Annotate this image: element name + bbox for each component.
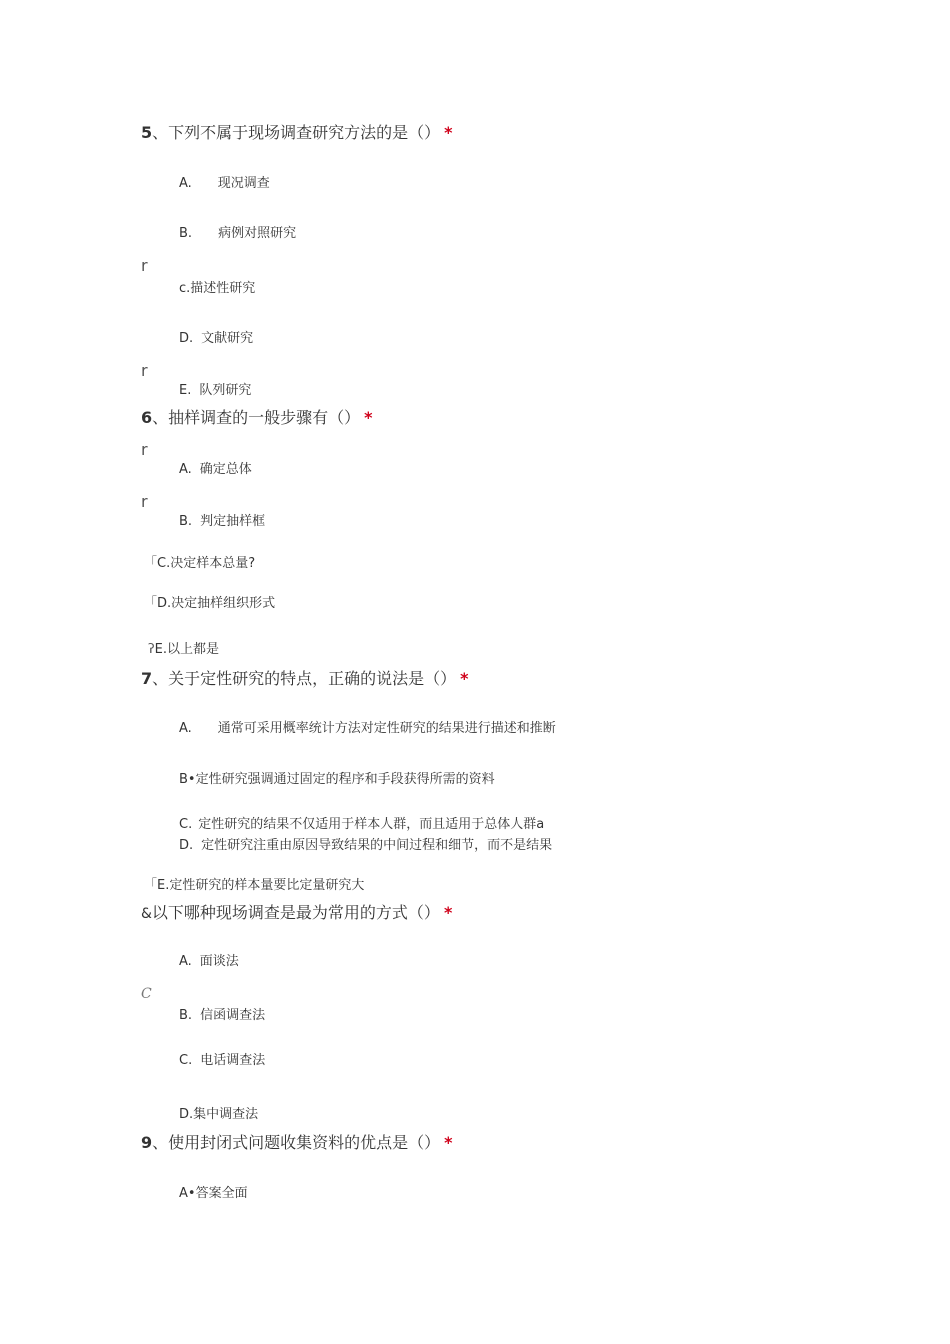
option-8c[interactable] — [179, 1049, 265, 1068]
question-number: 5 — [141, 123, 153, 142]
required-marker: * — [443, 903, 453, 922]
question-6-title — [141, 405, 373, 428]
option-letter: A• — [179, 1186, 196, 1201]
option-letter: A. — [179, 176, 192, 191]
option-text: 答案全面 — [195, 1186, 248, 1201]
option-letter: B. — [179, 226, 193, 241]
option-6d[interactable] — [144, 592, 275, 611]
question-text: 、下列不属于现场调查研究方法的是（） — [152, 123, 441, 142]
option-5b[interactable] — [179, 222, 296, 241]
option-letter: E. — [179, 383, 192, 398]
question-text: 、关于定性研究的特点，正确的说法是（） — [152, 669, 457, 688]
option-text: 判定抽样框 — [200, 514, 266, 529]
option-letter: C. — [179, 817, 193, 832]
question-number: 6 — [141, 408, 153, 427]
required-marker: * — [444, 1133, 453, 1152]
option-text: 以上都是 — [167, 642, 220, 657]
option-text: 定性研究注重由原因导致结果的中间过程和细节，而不是结果 — [201, 838, 553, 853]
option-7a[interactable] — [179, 717, 556, 736]
option-text: 定性研究强调通过固定的程序和手段获得所需的资料 — [195, 772, 495, 787]
question-7-title — [141, 666, 469, 689]
option-letter: E. — [154, 642, 167, 657]
option-5c[interactable] — [179, 277, 255, 296]
question-number: 9 — [141, 1133, 153, 1152]
question-number: 7 — [141, 669, 153, 688]
option-letter: E. — [157, 878, 170, 893]
option-letter: C. — [157, 556, 171, 571]
option-letter: c. — [179, 281, 191, 296]
option-text: 集中调查法 — [193, 1107, 259, 1122]
option-text: 描述性研究 — [190, 281, 256, 296]
option-text: 现况调查 — [217, 176, 270, 191]
required-marker: * — [364, 408, 373, 427]
option-letter: B. — [179, 514, 193, 529]
option-6c[interactable] — [144, 552, 255, 571]
option-text: 队列研究 — [199, 383, 252, 398]
option-letter: D. — [179, 1107, 194, 1122]
option-text: 文献研究 — [201, 331, 254, 346]
option-5d[interactable] — [179, 327, 253, 346]
radio-mark[interactable]: r — [141, 440, 148, 459]
option-5e[interactable] — [179, 379, 251, 398]
radio-mark[interactable]: ʔ — [148, 642, 155, 657]
question-text: 、抽样调查的一般步骤有（） — [152, 408, 361, 427]
radio-mark[interactable]: C — [141, 986, 152, 1002]
option-text: 定性研究的结果不仅适用于样本人群，而且适用于总体人群a — [198, 817, 545, 832]
option-text: 信函调查法 — [200, 1008, 266, 1023]
option-letter: D. — [157, 596, 172, 611]
option-letter: A. — [179, 954, 192, 969]
question-number: & — [141, 906, 152, 922]
required-marker: * — [444, 123, 453, 142]
option-letter: A. — [179, 721, 192, 736]
question-8-title — [141, 900, 452, 923]
option-8a[interactable] — [179, 950, 239, 969]
option-text: 确定总体 — [199, 462, 252, 477]
option-7b[interactable] — [179, 768, 495, 787]
radio-mark[interactable]: 「 — [144, 556, 158, 571]
option-text: 决定抽样组织形式 — [171, 596, 276, 611]
option-7d[interactable] — [179, 834, 552, 853]
option-text: 电话调查法 — [200, 1053, 266, 1068]
option-text: 定性研究的样本量要比定量研究大 — [169, 878, 365, 893]
option-6e[interactable] — [148, 638, 219, 657]
option-8b[interactable] — [179, 1004, 265, 1023]
option-6a[interactable] — [179, 458, 252, 477]
question-5-title — [141, 120, 453, 143]
radio-mark[interactable]: r — [141, 256, 148, 275]
option-8d[interactable] — [179, 1103, 258, 1122]
option-text: 病例对照研究 — [218, 226, 297, 241]
option-9a[interactable] — [179, 1182, 248, 1201]
option-5a[interactable] — [179, 172, 270, 191]
required-marker: * — [460, 669, 469, 688]
radio-mark[interactable]: r — [141, 361, 148, 380]
option-text: 通常可采用概率统计方法对定性研究的结果进行描述和推断 — [217, 721, 556, 736]
radio-mark[interactable]: 「 — [144, 878, 158, 893]
option-letter: A. — [179, 462, 192, 477]
question-text: 、使用封闭式问题收集资料的优点是（） — [152, 1133, 441, 1152]
option-7c[interactable] — [179, 813, 544, 832]
option-letter: B. — [179, 1008, 193, 1023]
option-letter: D. — [179, 838, 194, 853]
option-letter: D. — [179, 331, 194, 346]
option-text: 面谈法 — [199, 954, 239, 969]
question-9-title — [141, 1130, 453, 1153]
option-text: 决定样本总量? — [170, 556, 256, 571]
option-letter: C. — [179, 1053, 193, 1068]
radio-mark[interactable]: 「 — [144, 596, 158, 611]
option-7e[interactable] — [144, 874, 364, 893]
option-letter: B• — [179, 772, 196, 787]
question-text: 以下哪种现场调查是最为常用的方式（） — [151, 903, 440, 922]
option-6b[interactable] — [179, 510, 265, 529]
radio-mark[interactable]: r — [141, 492, 148, 511]
